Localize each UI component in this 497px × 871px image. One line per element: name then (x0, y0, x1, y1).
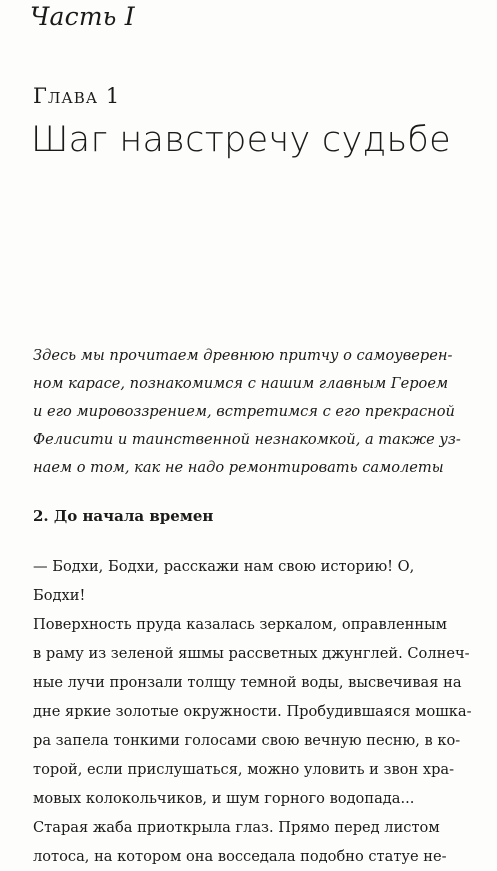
body-line: Поверхность пруда казалась зеркалом, оправленным (33, 616, 448, 633)
body-line: — Бодхи, Бодхи, расскажи нам свою историю! О, (33, 558, 415, 575)
section-heading: 2. До начала времен (33, 507, 214, 525)
part-title: Часть I (30, 2, 135, 31)
body-line: ра запела тонкими голосами свою вечную песню, в ко- (33, 732, 461, 749)
epigraph-line: ном карасе, познакомимся с нашим главным Героем (33, 375, 449, 392)
body-line: торой, если прислушаться, можно уловить и звон хра- (33, 761, 455, 778)
epigraph-line: Здесь мы прочитаем древнюю притчу о самоуверен- (33, 347, 453, 364)
body-text (33, 552, 495, 871)
epigraph-line: Фелисити и таинственной незнакомкой, а также уз- (33, 431, 461, 448)
body-line: Бодхи! (33, 587, 86, 604)
body-line: мовых колокольчиков, и шум горного водопада... (33, 790, 415, 807)
chapter-epigraph (33, 342, 495, 482)
chapter-title: Шаг навстречу судьбе (31, 120, 451, 160)
body-line: ные лучи пронзали толщу темной воды, высвечивая на (33, 674, 462, 691)
body-line: в раму из зеленой яшмы рассветных джунглей. Солнеч- (33, 645, 470, 662)
body-line: дне яркие золотые окружности. Пробудившаяся мошка- (33, 703, 472, 720)
epigraph-line: и его мировоззрением, встретимся с его прекрасной (33, 403, 455, 420)
epigraph-line: наем о том, как не надо ремонтировать самолеты (33, 459, 444, 476)
chapter-label: Глава 1 (33, 84, 121, 108)
body-line: Старая жаба приоткрыла глаз. Прямо перед листом (33, 819, 440, 836)
body-line: лотоса, на котором она восседала подобно статуе не- (33, 848, 447, 865)
